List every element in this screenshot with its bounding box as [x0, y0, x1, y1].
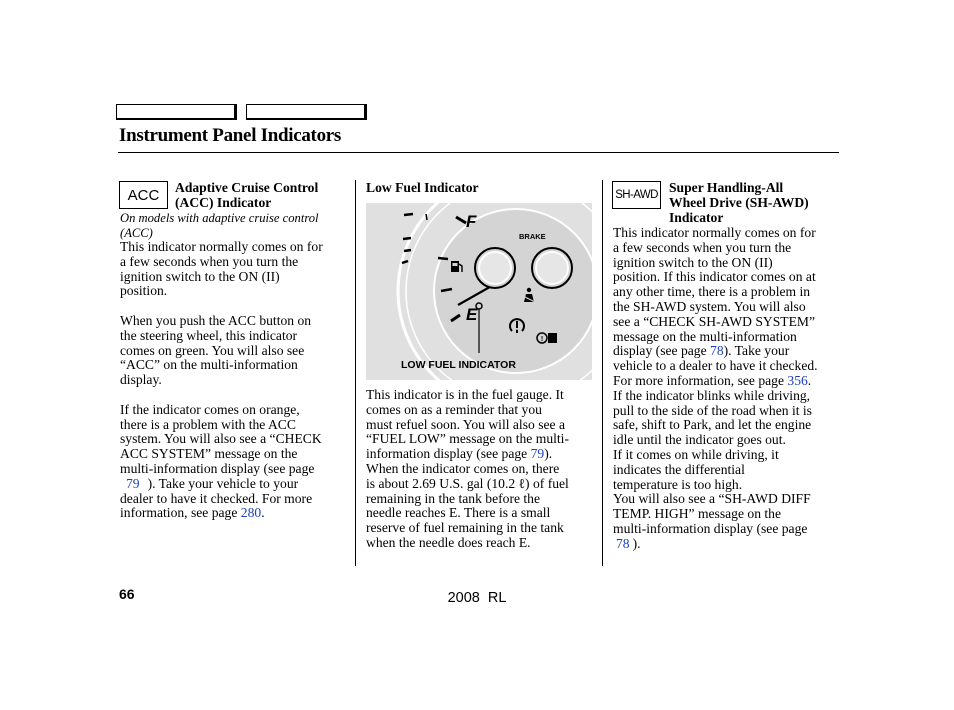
gauge-full-label: F: [466, 212, 477, 231]
acc-indicator-icon: [119, 181, 168, 209]
sh-awd-body: [613, 226, 849, 552]
nav-button-next[interactable]: [246, 104, 367, 120]
illustration-caption: LOW FUEL INDICATOR: [401, 359, 516, 371]
column-divider-right: [602, 180, 603, 566]
brake-label: BRAKE: [519, 232, 546, 241]
acc-model-note: On models with adaptive cruise control (ACC): [120, 211, 319, 240]
page-title: Instrument Panel Indicators: [119, 125, 342, 146]
page-link-280[interactable]: 280: [240, 505, 262, 521]
acc-paragraph-3: If the indicator comes on orange, there is a problem with the ACC system. You will also see a “CHECK ACC SYSTEM” message on the multi-information display (see page 79 ). Take your vehicle to your dealer to have it checked. For more information, see page 280.: [120, 401, 322, 521]
acc-body: [120, 240, 352, 521]
low-fuel-heading: Low Fuel Indicator: [366, 180, 479, 195]
gauge-empty-label: E: [466, 305, 478, 324]
acc-paragraph-2: When you push the ACC button on the steering wheel, this indicator comes on green. You will also see “ACC” on the multi-information display.: [120, 312, 312, 388]
acc-heading: Adaptive Cruise Control (ACC) Indicator: [175, 180, 319, 210]
page-link-79[interactable]: 79: [126, 475, 140, 491]
acc-paragraph-1: This indicator normally comes on for a few seconds when you turn the ignition switch to the ON (II) position.: [120, 239, 323, 299]
sh-awd-heading: Super Handling-All Wheel Drive (SH-AWD) Indicator: [669, 180, 809, 225]
column-divider-left: [355, 180, 356, 566]
sh-awd-paragraph: This indicator normally comes on for a few seconds when you turn the ignition switch to the ON (II) position. If this indicator comes on at any other time, there is a problem in the SH-AWD system. You will also see a “CHECK SH-AWD SYSTEM” message on the multi-information display (see page 78). Take your vehicle to a dealer to have it checked. For more information, see page 356. If the indicator blinks while driving, pull to the side of the road when it is safe, shift to Park, and let the engine idle until the indicator goes out. If it comes on while driving, it indicates the differential temperature is too high. You will also see a “SH-AWD DIFF TEMP. HIGH” message on the multi-information display (see page 78 ).: [613, 225, 818, 551]
page-link-78[interactable]: 78: [710, 343, 724, 359]
fuel-gauge-drawing: [366, 203, 592, 380]
page-number: 66: [119, 586, 135, 602]
title-rule: [118, 152, 839, 153]
page-link-79-fuel[interactable]: 79: [530, 446, 545, 462]
low-fuel-body: [366, 388, 598, 551]
svg-text:!: !: [540, 336, 544, 343]
sh-awd-indicator-icon: [612, 181, 661, 209]
page-link-356[interactable]: 356: [787, 372, 808, 388]
nav-button-previous[interactable]: [116, 104, 237, 120]
acc-icon-label: ACC: [127, 186, 160, 204]
sh-awd-icon-label: SH-AWD: [615, 189, 658, 201]
low-fuel-paragraph: This indicator is in the fuel gauge. It comes on as a reminder that you must refuel soon. You will also see a “FUEL LOW” message on the multi- information display (see page 79). When the indicator comes on, there is about 2.69 U.S. gal (10.2 ℓ) of fuel remaining in the tank before the needle reaches E. There is a small reserve of fuel remaining in the tank when the needle does reach E.: [366, 387, 569, 550]
fuel-gauge-illustration: [366, 203, 592, 380]
page-footer: 2008 RL: [447, 590, 507, 606]
page-link-78-diff[interactable]: 78: [616, 535, 630, 551]
